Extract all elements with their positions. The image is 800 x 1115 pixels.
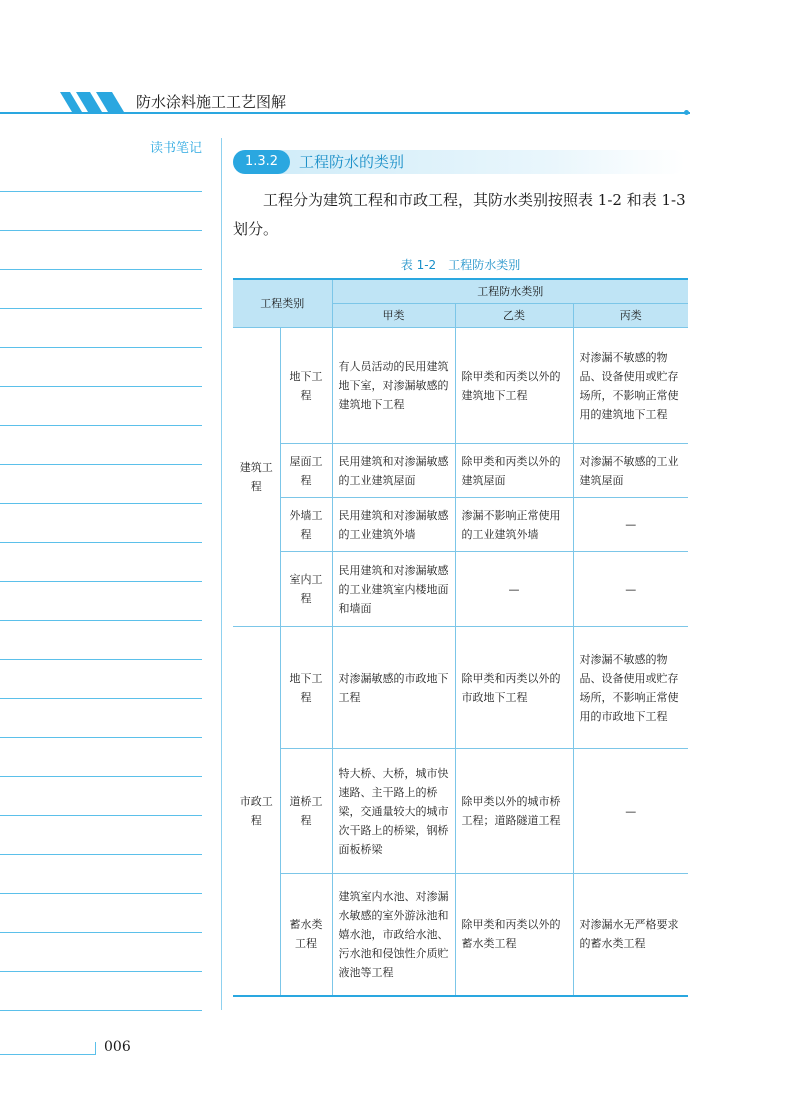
table-row bbox=[233, 552, 688, 627]
notes-line bbox=[0, 1010, 202, 1011]
notes-line bbox=[0, 893, 202, 894]
cell-class-b: 除甲类以外的城市桥工程；道路隧道工程 bbox=[455, 749, 573, 874]
notes-line bbox=[0, 776, 202, 777]
header-rule-end bbox=[684, 110, 689, 115]
cell-class-a: 对渗漏敏感的市政地下工程 bbox=[332, 627, 455, 749]
cell-class-c: 对渗漏不敏感的工业建筑屋面 bbox=[573, 444, 688, 498]
cell-class-c: — bbox=[573, 498, 688, 552]
cell-class-a: 有人员活动的民用建筑地下室，对渗漏敏感的建筑地下工程 bbox=[332, 328, 455, 444]
cell-class-a: 建筑室内水池、对渗漏水敏感的室外游泳池和嬉水池，市政给水池、污水池和侵蚀性介质贮液池等工程 bbox=[332, 874, 455, 996]
footer-rule bbox=[0, 1054, 95, 1055]
notes-line bbox=[0, 971, 202, 972]
table-row bbox=[233, 498, 688, 552]
notes-line bbox=[0, 230, 202, 231]
notes-line bbox=[0, 503, 202, 504]
row-subtype: 屋面工程 bbox=[280, 444, 332, 498]
cell-class-c: 对渗漏不敏感的物品、设备使用或贮存场所，不影响正常使用的建筑地下工程 bbox=[573, 328, 688, 444]
notes-line bbox=[0, 815, 202, 816]
notes-line bbox=[0, 464, 202, 465]
notes-line bbox=[0, 737, 202, 738]
cell-class-a: 特大桥、大桥，城市快速路、主干路上的桥梁，交通量较大的城市次干路上的桥梁，钢桥面板桥梁 bbox=[332, 749, 455, 874]
waterproof-class-table bbox=[233, 278, 688, 997]
cell-class-b: 除甲类和丙类以外的市政地下工程 bbox=[455, 627, 573, 749]
notes-line bbox=[0, 581, 202, 582]
reading-notes-label: 读书笔记 bbox=[150, 141, 203, 156]
row-subtype: 地下工程 bbox=[280, 627, 332, 749]
header-class-a: 甲类 bbox=[332, 304, 455, 328]
notes-line bbox=[0, 191, 202, 192]
row-subtype: 蓄水类工程 bbox=[280, 874, 332, 996]
page-number: 006 bbox=[104, 1039, 131, 1055]
group-municipal: 市政工程 bbox=[233, 627, 280, 996]
intro-paragraph: 工程分为建筑工程和市政工程，其防水类别按照表 1-2 和表 1-3 划分。 bbox=[233, 191, 686, 238]
cell-class-b: 除甲类和丙类以外的蓄水类工程 bbox=[455, 874, 573, 996]
notes-line bbox=[0, 620, 202, 621]
cell-class-b: — bbox=[455, 552, 573, 627]
table-caption: 表 1-2 工程防水类别 bbox=[400, 258, 521, 272]
row-subtype: 室内工程 bbox=[280, 552, 332, 627]
notes-line bbox=[0, 425, 202, 426]
table-row bbox=[233, 749, 688, 874]
cell-class-a: 民用建筑和对渗漏敏感的工业建筑室内楼地面和墙面 bbox=[332, 552, 455, 627]
cell-class-b: 除甲类和丙类以外的建筑地下工程 bbox=[455, 328, 573, 444]
header-class-b: 乙类 bbox=[455, 304, 573, 328]
notes-line bbox=[0, 542, 202, 543]
cell-class-b: 渗漏不影响正常使用的工业建筑外墙 bbox=[455, 498, 573, 552]
notes-line bbox=[0, 932, 202, 933]
header-stripes-icon bbox=[60, 92, 130, 112]
footer-rule-tick bbox=[95, 1042, 96, 1055]
notes-line bbox=[0, 698, 202, 699]
cell-class-a: 民用建筑和对渗漏敏感的工业建筑屋面 bbox=[332, 444, 455, 498]
row-subtype: 道桥工程 bbox=[280, 749, 332, 874]
notes-line bbox=[0, 269, 202, 270]
cell-class-b: 除甲类和丙类以外的建筑屋面 bbox=[455, 444, 573, 498]
notes-line bbox=[0, 854, 202, 855]
header-class-c: 丙类 bbox=[573, 304, 688, 328]
notes-line bbox=[0, 386, 202, 387]
table-row bbox=[233, 444, 688, 498]
section-title: 工程防水的类别 bbox=[299, 153, 405, 171]
margin-divider bbox=[221, 138, 222, 1010]
header-rule bbox=[0, 112, 690, 114]
cell-class-c: 对渗漏不敏感的物品、设备使用或贮存场所，不影响正常使用的市政地下工程 bbox=[573, 627, 688, 749]
header-class-group: 工程防水类别 bbox=[332, 279, 688, 304]
table-row bbox=[233, 627, 688, 749]
row-subtype: 地下工程 bbox=[280, 328, 332, 444]
group-building: 建筑工程 bbox=[233, 328, 280, 627]
notes-line bbox=[0, 347, 202, 348]
running-header-title: 防水涂料施工工艺图解 bbox=[136, 93, 287, 111]
section-number: 1.3.2 bbox=[233, 150, 290, 174]
table-row bbox=[233, 874, 688, 996]
row-subtype: 外墙工程 bbox=[280, 498, 332, 552]
cell-class-c: — bbox=[573, 552, 688, 627]
notes-line bbox=[0, 659, 202, 660]
cell-class-c: 对渗漏水无严格要求的蓄水类工程 bbox=[573, 874, 688, 996]
notes-line bbox=[0, 308, 202, 309]
header-project-type: 工程类别 bbox=[233, 279, 332, 328]
cell-class-c: — bbox=[573, 749, 688, 874]
cell-class-a: 民用建筑和对渗漏敏感的工业建筑外墙 bbox=[332, 498, 455, 552]
table-row bbox=[233, 328, 688, 444]
